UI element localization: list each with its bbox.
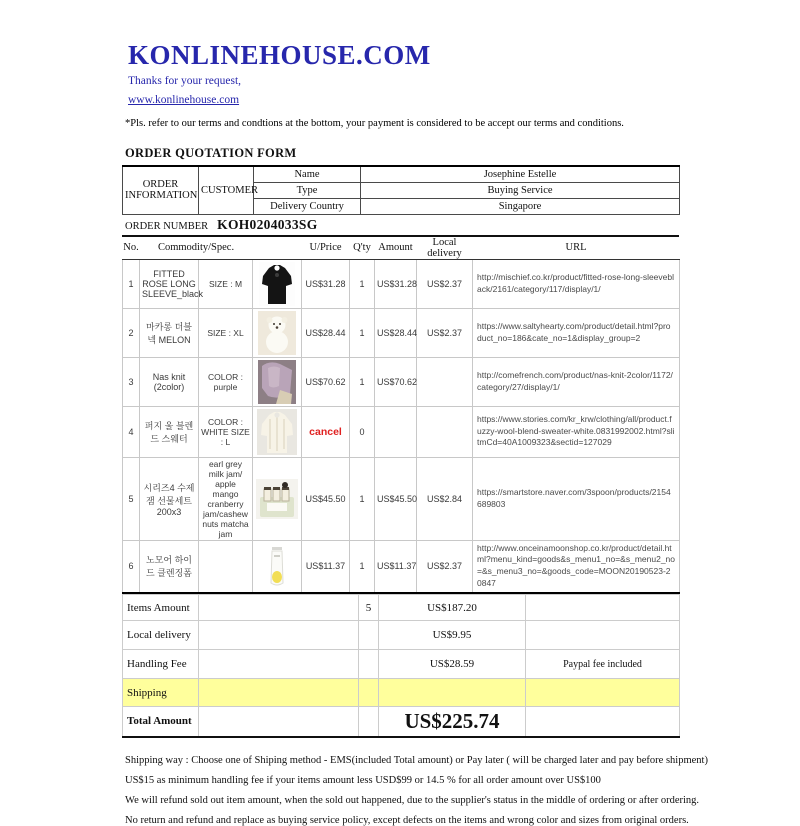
item-image-cell (253, 406, 302, 457)
note-shipping-way: Shipping way : Choose one of Shiping method - EMS(included Total amount) or Pay later ( will be charged later and pay before shipment) (125, 754, 708, 766)
item-url: https://www.saltyhearty.com/product/detail.html?product_no=186&cate_no=1&display_group=2 (473, 308, 680, 357)
item-local-delivery: US$2.37 (417, 259, 473, 308)
header-uprice: U/Price (302, 237, 350, 260)
item-uprice: US$31.28 (302, 259, 350, 308)
item-no: 1 (123, 259, 140, 308)
total-amount-label: Total Amount (123, 707, 199, 737)
item-commodity: 시리즈4 수제잼 선물세트 200x3 (140, 457, 199, 540)
order-number-value: KOH0204033SG (217, 216, 318, 232)
item-uprice: US$11.37 (302, 540, 350, 593)
item-amount: US$70.62 (375, 357, 417, 406)
item-row (123, 457, 680, 540)
header-commodity: Commodity/Spec. (140, 237, 253, 260)
summary-spacer (199, 595, 359, 621)
summary-spacer (199, 621, 359, 650)
customer-label: CUSTOMER (199, 166, 254, 214)
customer-row-name (123, 166, 680, 182)
total-amount-value: US$225.74 (379, 707, 526, 737)
item-no: 2 (123, 308, 140, 357)
item-image-cell (253, 357, 302, 406)
item-local-delivery: US$2.84 (417, 457, 473, 540)
item-row (123, 406, 680, 457)
summary-note (526, 679, 680, 707)
item-no: 3 (123, 357, 140, 406)
item-url: https://www.stories.com/kr_krw/clothing/all/product.fuzzy-wool-blend-sweater-white.0831992002.html?slitmCd=40A1009323&sectid=127029 (473, 406, 680, 457)
summary-label: Items Amount (123, 595, 199, 621)
item-qty: 1 (350, 540, 375, 593)
items-table (122, 237, 680, 595)
header-local-delivery: Local delivery (417, 237, 473, 260)
item-spec: earl grey milk jam/ apple mango cranberry jam/cashew nuts matcha jam (199, 457, 253, 540)
summary-spacer (199, 650, 359, 679)
terms-disclaimer: *Pls. refer to our terms and condtions at the bottom, your payment is considered to be accept our terms and conditions. (125, 118, 624, 129)
summary-label: Shipping (123, 679, 199, 707)
summary-row-total (123, 707, 680, 737)
header-no: No. (123, 237, 140, 260)
item-local-delivery (417, 357, 473, 406)
summary-qty: 5 (359, 595, 379, 621)
item-spec: SIZE : XL (199, 308, 253, 357)
summary-qty (359, 707, 379, 737)
item-url: http://comefrench.com/product/nas-knit-2color/1172/category/27/display/1/ (473, 357, 680, 406)
summary-note (526, 707, 680, 737)
product-photo-jam-set (256, 479, 298, 519)
field-label-name: Name (254, 166, 361, 182)
field-value-name: Josephine Estelle (361, 166, 680, 182)
order-quotation-document (122, 40, 708, 826)
item-spec: SIZE : M (199, 259, 253, 308)
item-image-cell (253, 540, 302, 593)
item-spec (199, 540, 253, 593)
item-commodity: Nas knit (2color) (140, 357, 199, 406)
summary-label: Handling Fee (123, 650, 199, 679)
item-commodity: FITTED ROSE LONG SLEEVE_black (140, 259, 199, 308)
item-uprice (302, 406, 350, 457)
item-image-cell (253, 259, 302, 308)
product-photo-white-sweater (257, 409, 297, 455)
item-qty: 1 (350, 457, 375, 540)
summary-amount: US$9.95 (379, 621, 526, 650)
summary-spacer (199, 707, 359, 737)
item-image-cell (253, 457, 302, 540)
greeting-text: Thanks for your request, (128, 75, 242, 87)
order-number-bar (122, 215, 679, 237)
item-amount: US$28.44 (375, 308, 417, 357)
note-refund-soldout: We will refund sold out item amount, when the sold out happened, due to the supplier's status in the middle of ordering or after ordering. (125, 794, 700, 806)
item-row (123, 259, 680, 308)
field-label-country: Delivery Country (254, 198, 361, 214)
summary-table (122, 594, 680, 738)
note-return-policy: No return and refund and replace as buying service policy, except defects on the items and wrong color and sizes from original orders. (125, 814, 689, 826)
field-label-type: Type (254, 182, 361, 198)
cancel-label: cancel (309, 425, 342, 438)
form-title: ORDER QUOTATION FORM (125, 146, 297, 160)
item-amount: US$11.37 (375, 540, 417, 593)
summary-amount: US$28.59 (379, 650, 526, 679)
item-commodity: 마카롱 더블넥 MELON (140, 308, 199, 357)
summary-row-items-amount (123, 595, 680, 621)
summary-label: Local delivery (123, 621, 199, 650)
item-qty: 1 (350, 259, 375, 308)
summary-note (526, 595, 680, 621)
item-amount: US$31.28 (375, 259, 417, 308)
customer-info-table (122, 165, 680, 215)
item-no: 6 (123, 540, 140, 593)
website-link[interactable]: www.konlinehouse.com (128, 94, 240, 106)
item-no: 4 (123, 406, 140, 457)
item-uprice: US$70.62 (302, 357, 350, 406)
item-url: https://smartstore.naver.com/3spoon/products/2154689803 (473, 457, 680, 540)
summary-note: Paypal fee included (526, 650, 680, 679)
field-value-type: Buying Service (361, 182, 680, 198)
summary-row-shipping (123, 679, 680, 707)
item-spec: COLOR : purple (199, 357, 253, 406)
product-photo-purple-knit (258, 360, 296, 404)
item-uprice: US$28.44 (302, 308, 350, 357)
item-image-cell (253, 308, 302, 357)
header-image (253, 237, 302, 260)
item-uprice: US$45.50 (302, 457, 350, 540)
item-qty: 0 (350, 406, 375, 457)
summary-amount (379, 679, 526, 707)
item-local-delivery (417, 406, 473, 457)
page-title: KONLINEHOUSE.COM (128, 40, 431, 70)
order-number-label: ORDER NUMBER (125, 220, 209, 232)
item-amount (375, 406, 417, 457)
item-local-delivery: US$2.37 (417, 308, 473, 357)
summary-note (526, 621, 680, 650)
item-no: 5 (123, 457, 140, 540)
footer-notes (122, 746, 732, 826)
summary-qty (359, 621, 379, 650)
item-spec: COLOR : WHITE SIZE : L (199, 406, 253, 457)
product-photo-cleansing-tube (268, 543, 286, 589)
summary-row-handling-fee (123, 650, 680, 679)
product-photo-plush-dog (258, 311, 296, 355)
item-url: http://mischief.co.kr/product/fitted-rose-long-sleeveblack/2161/category/117/display/1/ (473, 259, 680, 308)
item-url: http://www.onceinamoonshop.co.kr/product/detail.html?menu_kind=goods&s_menu1_no=&s_menu2_no=&s_menu3_no=&goods_code=MOON20190523-20847 (473, 540, 680, 593)
item-row (123, 357, 680, 406)
summary-qty (359, 679, 379, 707)
order-information-label: ORDER INFORMATION (123, 166, 199, 214)
header-qty: Q'ty (350, 237, 375, 260)
items-header-row (123, 237, 680, 260)
product-photo-black-top (259, 262, 295, 306)
item-qty: 1 (350, 308, 375, 357)
item-local-delivery: US$2.37 (417, 540, 473, 593)
summary-amount: US$187.20 (379, 595, 526, 621)
item-amount: US$45.50 (375, 457, 417, 540)
item-qty: 1 (350, 357, 375, 406)
item-commodity: 노모어 하이드 클렌징폼 (140, 540, 199, 593)
header-amount: Amount (375, 237, 417, 260)
header-url: URL (473, 237, 680, 260)
item-commodity: 퍼지 울 블렌드 스웨터 (140, 406, 199, 457)
note-handling-fee: US$15 as minimum handling fee if your items amount less USD$99 or 14.5 % for all order amount over US$100 (125, 774, 601, 786)
field-value-country: Singapore (361, 198, 680, 214)
item-row (123, 308, 680, 357)
summary-spacer (199, 679, 359, 707)
summary-row-local-delivery (123, 621, 680, 650)
item-row (123, 540, 680, 593)
summary-qty (359, 650, 379, 679)
